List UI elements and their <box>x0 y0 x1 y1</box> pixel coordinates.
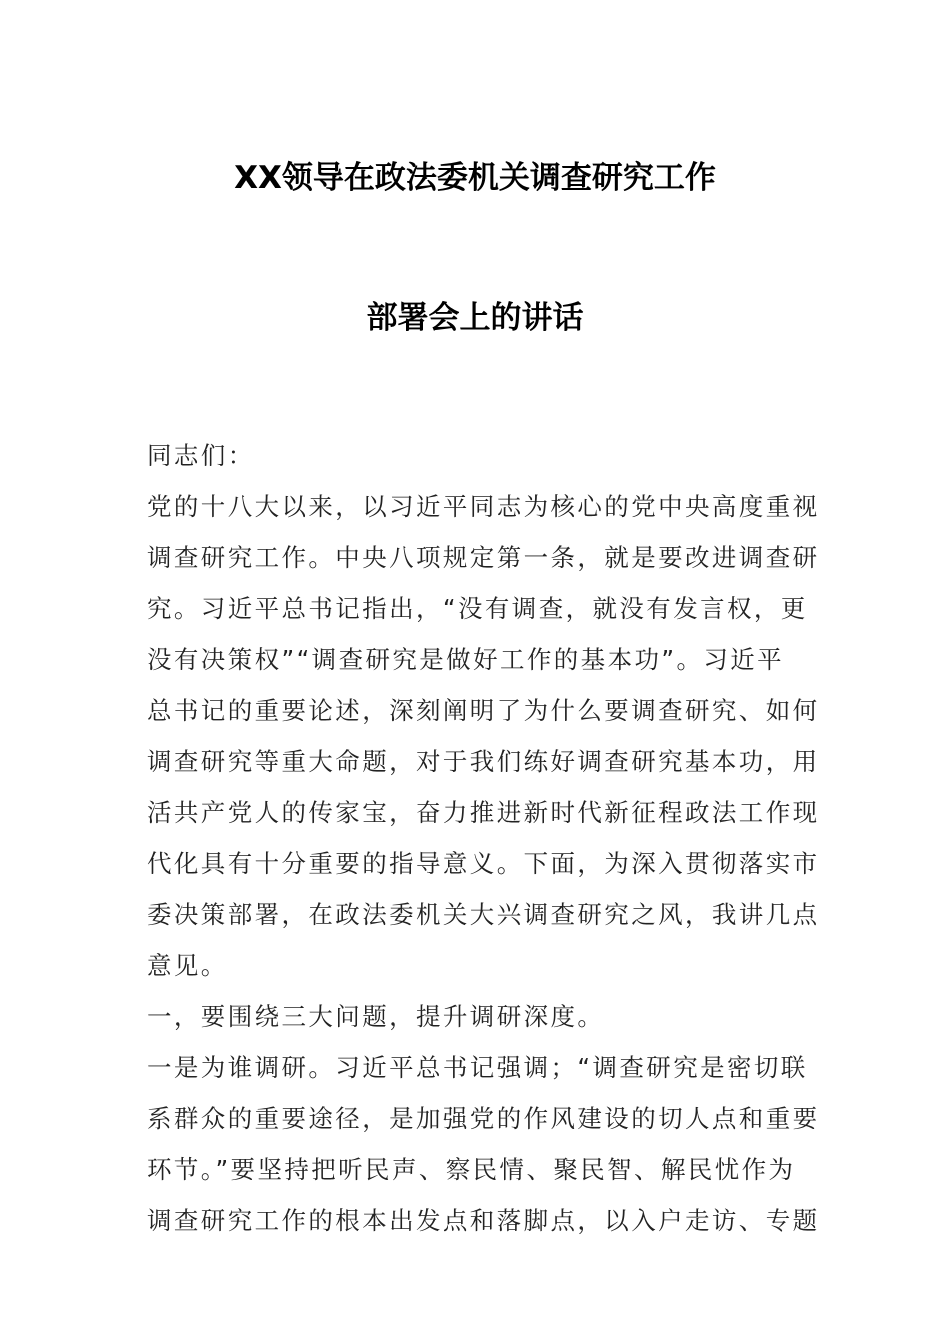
body-line: 活共产党人的传家宝，奋力推进新时代新征程政法工作现 <box>147 798 820 827</box>
body-line: 系群众的重要途径，是加强党的作风建设的切人点和重要 <box>147 1104 820 1133</box>
document-body <box>147 430 820 1246</box>
body-line: 调查研究工作。中央八项规定第一条，就是要改进调查研 <box>147 543 820 572</box>
body-line: 环节。”要坚持把听民声、察民情、聚民智、解民忧作为 <box>147 1155 796 1184</box>
body-line: 总书记的重要论述，深刻阐明了为什么要调查研究、如何 <box>147 696 820 725</box>
body-line: 调查研究工作的根本出发点和落脚点，以入户走访、专题 <box>147 1206 820 1235</box>
document-title-line-1: XX领导在政法委机关调查研究工作 <box>234 160 716 196</box>
body-line: 没有决策权”“调查研究是做好工作的基本功”。习近平 <box>147 645 785 674</box>
body-line: 党的十八大以来，以习近平同志为核心的党中央高度重视 <box>147 492 820 521</box>
section-heading: 一，要围绕三大问题，提升调研深度。 <box>147 1002 605 1031</box>
body-line: 调查研究等重大命题，对于我们练好调查研究基本功，用 <box>147 747 820 776</box>
salutation: 同志们： <box>147 441 255 470</box>
body-line: 代化具有十分重要的指导意义。下面，为深入贯彻落实市 <box>147 849 820 878</box>
body-line: 究。习近平总书记指出，“没有调查，就没有发言权，更 <box>147 594 808 623</box>
body-line: 意见。 <box>147 951 228 980</box>
body-line: 委决策部署，在政法委机关大兴调查研究之风，我讲几点 <box>147 900 820 929</box>
body-line: 一是为谁调研。习近平总书记强调；“调查研究是密切联 <box>147 1053 808 1082</box>
document-title-line-2: 部署会上的讲话 <box>366 300 584 336</box>
